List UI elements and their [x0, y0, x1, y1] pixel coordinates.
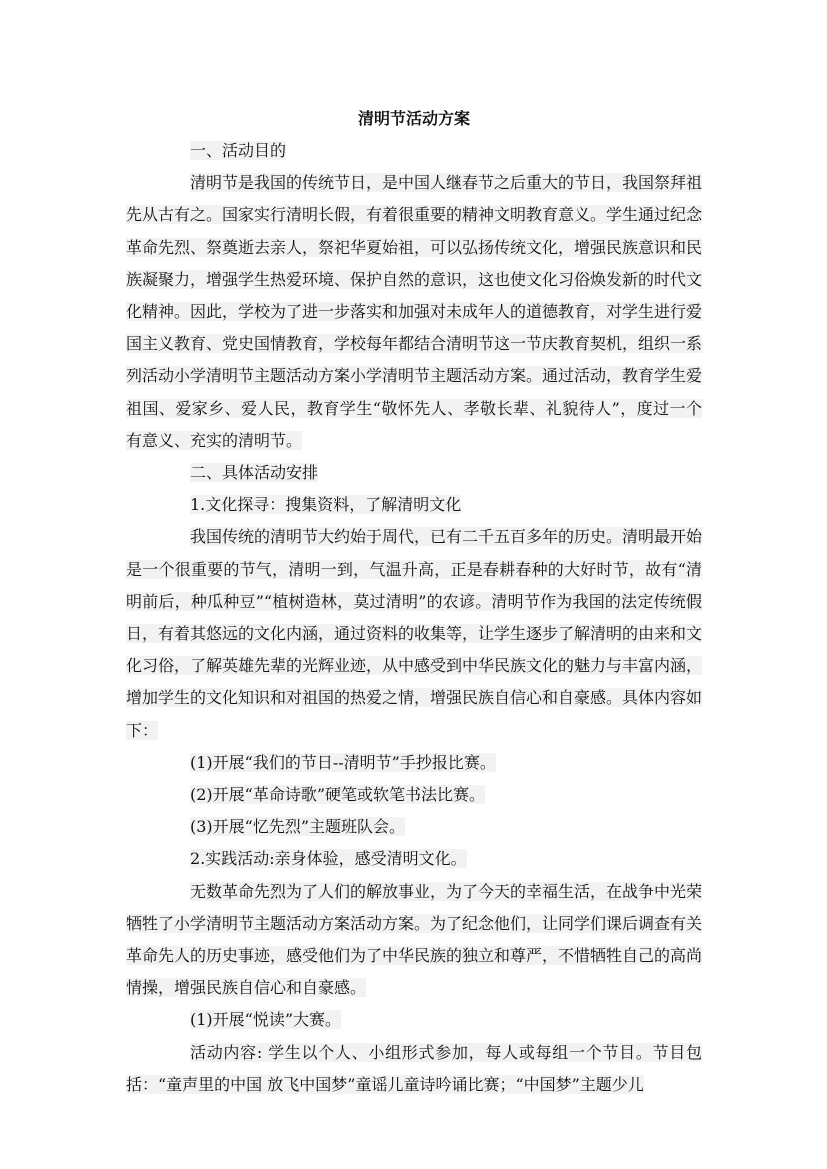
document-title: 清明节活动方案 [357, 109, 470, 128]
section-heading-purpose-text: 一、活动目的 [190, 141, 287, 160]
subheading-culture-exploration [126, 489, 702, 521]
list-item-1-text: (1)开展“我们的节日--清明节”手抄报比赛。 [190, 752, 496, 772]
list-item-2 [126, 779, 702, 811]
list-item-3 [126, 811, 702, 843]
paragraph-martyrs-text: 无数革命先烈为了人们的解放事业，为了今天的幸福生活，在战争中光荣牺牲了小学清明节主题活动方案活动方案。为了纪念他们，让同学们课后调查有关革命先人的历史事迹，感受他们为了中华民族的独立和尊严，不惜牺牲自己的高尚情操，增强民族自信心和自豪感。 [126, 881, 703, 998]
list-item-1 [126, 747, 702, 779]
paragraph-martyrs [126, 876, 702, 1005]
paragraph-activity-content [126, 1037, 702, 1101]
document-page [126, 104, 702, 1101]
paragraph-activity-content-text: 活动内容: 学生以个人、小组形式参加，每人或每组一个节目。节目包括：“童声里的中国 放飞中国梦”童谣儿童诗吟诵比赛；“中国梦”主题少儿 [126, 1042, 702, 1094]
subheading-practice [126, 843, 702, 875]
subheading-culture-exploration-text: 1.文化探寻：搜集资料，了解清明文化 [190, 495, 462, 515]
list-item-reading-contest-text: (1)开展“悦读”大赛。 [190, 1010, 342, 1030]
subheading-practice-text: 2.实践活动:亲身体验，感受清明文化。 [190, 849, 467, 869]
list-item-2-text: (2)开展“革命诗歌”硬笔或软笔书法比赛。 [190, 785, 486, 805]
section-heading-arrangement-text: 二、具体活动安排 [190, 463, 319, 483]
section-heading-arrangement [126, 457, 702, 489]
paragraph-history-text: 我国传统的清明节大约始于周代，已有二千五百多年的历史。清明最开始是一个很重要的节气，清明一到，气温升高，正是春耕春种的大好时节，故有“清明前后，种瓜种豆”“植树造林，莫过清明”的农谚。清明节作为我国的法定传统假日，有着其悠远的文化内涵，通过资料的收集等，让学生逐步了解清明的由来和文化习俗，了解英雄先辈的光辉业迹，从中感受到中华民族文化的魅力与丰富内涵，增加学生的文化知识和对祖国的热爱之情，增强民族自信心和自豪感。具体内容如下： [126, 527, 703, 740]
paragraph-history [126, 521, 702, 746]
section-heading-purpose [126, 135, 702, 167]
paragraph-purpose [126, 167, 702, 457]
list-item-3-text: (3)开展“忆先烈”主题班队会。 [190, 817, 406, 837]
list-item-reading-contest [126, 1004, 702, 1036]
paragraph-purpose-text: 清明节是我国的传统节日，是中国人继春节之后重大的节日，我国祭拜祖先从古有之。国家实行清明长假，有着很重要的精神文明教育意义。学生通过纪念革命先烈、祭奠逝去亲人，祭祀华夏始祖，可以弘扬传统文化，增强民族意识和民族凝聚力，增强学生热爱环境、保护自然的意识，这也使文化习俗焕发新的时代文化精神。因此，学校为了进一步落实和加强对未成年人的道德教育，对学生进行爱国主义教育、党史国情教育，学校每年都结合清明节这一节庆教育契机，组织一系列活动小学清明节主题活动方案小学清明节主题活动方案。通过活动，教育学生爱祖国、爱家乡、爱人民，教育学生“敬怀先人、孝敬长辈、礼貌待人”，度过一个有意义、充实的清明节。 [126, 173, 703, 450]
